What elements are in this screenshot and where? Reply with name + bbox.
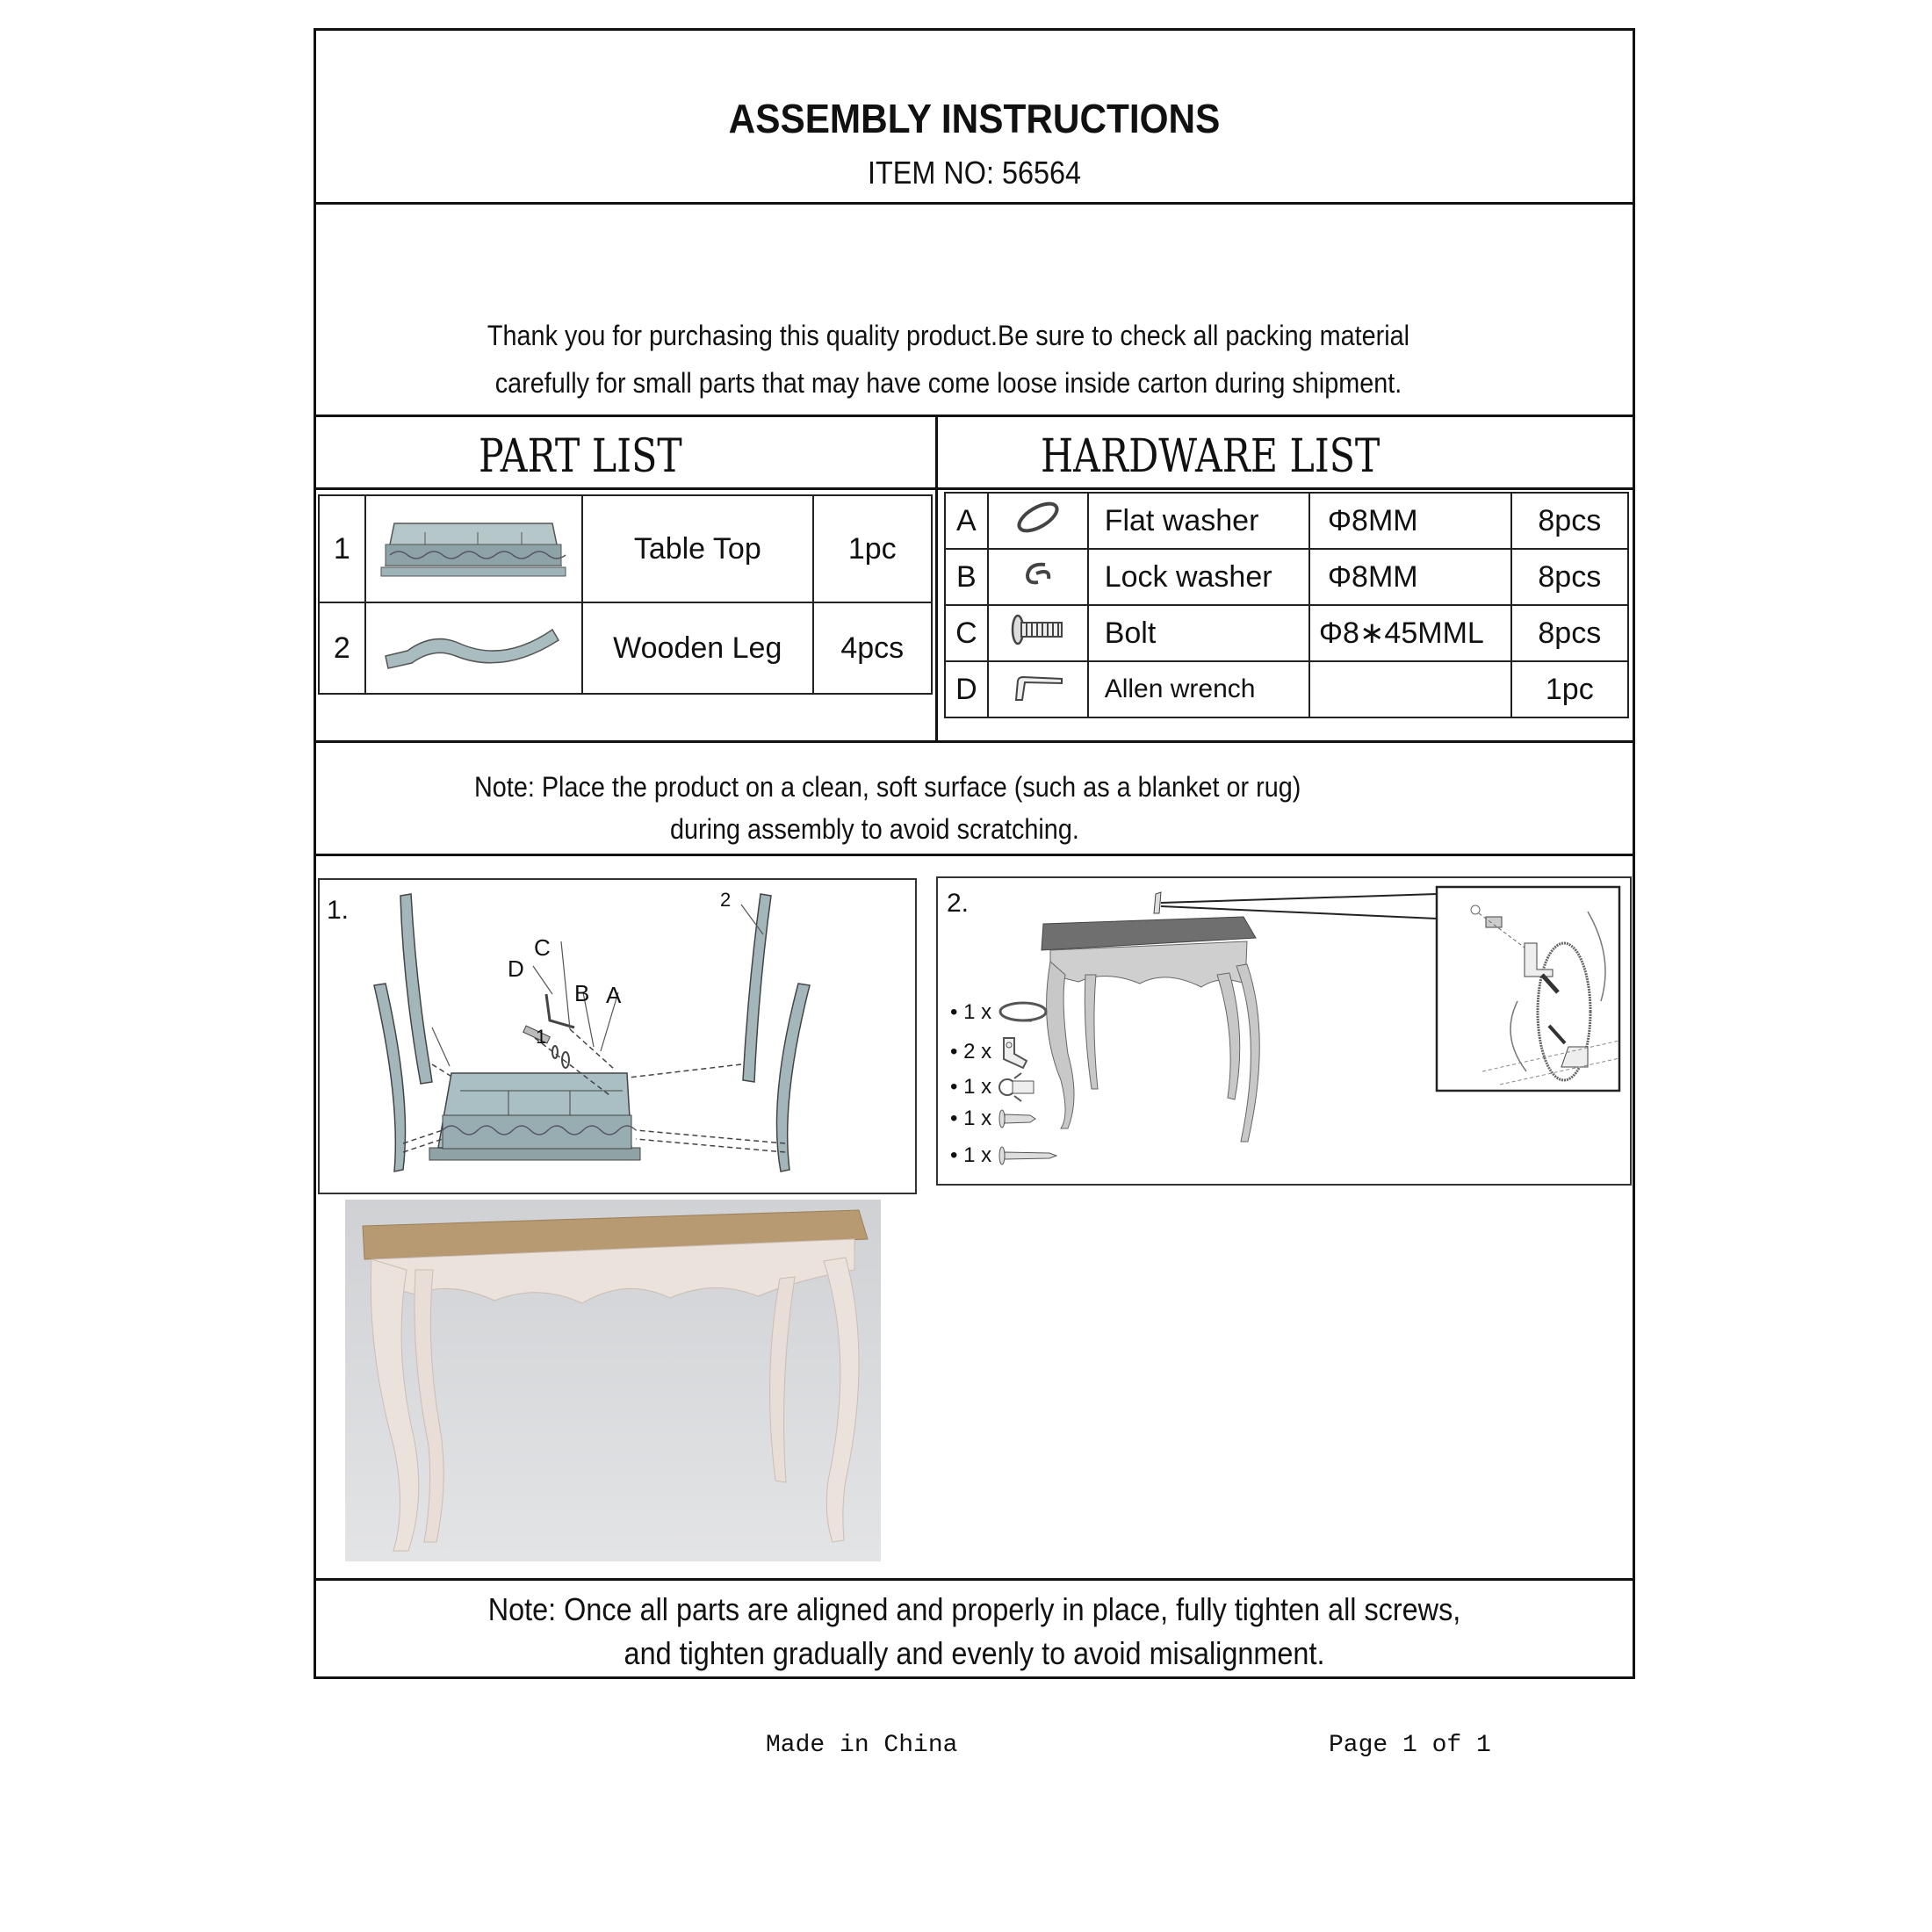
hardware-qty: 8pcs [1511,493,1628,549]
divider [314,740,1635,743]
cable-strap-icon [997,998,1049,1027]
table-top-surface [429,1148,640,1160]
hardware-letter: C [945,605,988,661]
wooden-leg-icon [372,614,574,675]
step-1-diagram [320,880,919,1196]
note-bottom-line-2: and tighten gradually and evenly to avoid misalignment. [624,1635,1325,1671]
table-row [945,661,1628,717]
step-2-number: 2. [947,889,970,918]
kit-item [950,998,1049,1027]
divider [314,487,1635,490]
part-name: Wooden Leg [582,602,812,694]
column-divider [935,417,938,740]
intro-line-1: Thank you for purchasing this quality product.Be sure to check all packing material [487,320,1410,351]
part-number: 2 [319,602,365,694]
kit-item [950,1143,1058,1168]
wall-anchor [1486,917,1502,927]
divider [314,202,1635,205]
hardware-icon-cell [988,493,1088,549]
kit-qty: • 2 x [950,1040,992,1063]
short-screw-icon [997,1107,1037,1130]
divider [314,854,1635,856]
callout-c: C [534,934,551,961]
leg-back-left [400,894,432,1084]
kit-qty: • 1 x [950,1000,992,1024]
hardware-name: Bolt [1088,605,1309,661]
product-photo [345,1200,881,1561]
note-top-line-2: during assembly to avoid scratching. [670,813,1079,845]
note-top-line-1: Note: Place the product on a clean, soft surface (such as a blanket or rug) [474,771,1301,803]
leg-front-left [374,984,406,1171]
hardware-qty: 8pcs [1511,549,1628,605]
table-top-icon [372,506,574,585]
lock-washer-icon [1012,556,1064,591]
item-number: ITEM NO: 56564 [867,155,1082,191]
step-1-panel [318,878,917,1194]
hardware-icon-cell [988,661,1088,717]
hardware-list-heading: HARDWARE LIST [1041,430,1381,483]
callout-b: B [574,980,590,1006]
hardware-spec: Φ8MM [1309,493,1511,549]
made-in-label: Made in China [766,1732,958,1759]
hardware-letter: B [945,549,988,605]
allen-wrench-d [546,994,574,1027]
hardware-icon-cell [988,605,1088,661]
table-row [319,602,932,694]
divider [314,415,1635,417]
hardware-name: Allen wrench [1088,661,1309,717]
part-list-table [318,494,933,695]
step-2-panel [936,876,1632,1186]
hardware-name: Flat washer [1088,493,1309,549]
photo-leg [415,1270,443,1542]
callout-part-1: 1 [536,1026,547,1048]
hardware-letter: D [945,661,988,717]
page-number: Page 1 of 1 [1329,1732,1491,1759]
angle-bracket-icon [997,1034,1032,1070]
photo-leg [824,1258,859,1542]
table-row [945,493,1628,549]
wall-bracket [1154,892,1161,913]
hardware-letter: A [945,493,988,549]
note-bottom-line-1: Note: Once all parts are aligned and properly in place, fully tighten all screws, [487,1591,1461,1627]
kit-item [950,1071,1041,1103]
table-row [945,549,1628,605]
long-screw-icon [997,1144,1058,1167]
bolt-icon [1007,610,1069,649]
divider [314,1578,1635,1581]
detail-inset [1437,887,1619,1091]
photo-leg [770,1277,795,1482]
hardware-spec: Φ8MM [1309,549,1511,605]
part-qty: 4pcs [813,602,932,694]
kit-qty: • 1 x [950,1075,992,1099]
callout-part-2: 2 [720,889,732,911]
console-leg [1217,973,1240,1099]
hardware-icon-cell [988,549,1088,605]
flat-washer-icon [1012,500,1064,535]
kit-qty: • 1 x [950,1107,992,1130]
console-table-photo [345,1200,881,1561]
table-row [319,495,932,602]
callout-a: A [606,982,622,1008]
document-title: ASSEMBLY INSTRUCTIONS [728,96,1221,141]
part-image-cell [365,495,582,602]
callout-d: D [508,955,524,982]
kit-item [950,1034,1032,1070]
part-name: Table Top [582,495,812,602]
hardware-name: Lock washer [1088,549,1309,605]
part-list-heading: PART LIST [479,430,682,483]
lock-washer-b [552,1046,558,1058]
hardware-spec: Φ8∗45MML [1309,605,1511,661]
allen-wrench-icon [1007,668,1069,703]
part-image-cell [365,602,582,694]
kit-qty: • 1 x [950,1143,992,1167]
hardware-qty: 1pc [1511,661,1628,717]
hardware-qty: 8pcs [1511,605,1628,661]
part-number: 1 [319,495,365,602]
wall-anchor-icon [997,1071,1041,1103]
step-1-number: 1. [327,896,350,925]
intro-line-2: carefully for small parts that may have come loose inside carton during shipment. [494,367,1402,399]
hardware-list-table [944,492,1629,718]
leg-back-right [743,894,771,1082]
table-row [945,605,1628,661]
step-2-diagram [938,878,1633,1187]
console-leg [1085,975,1098,1089]
part-qty: 1pc [813,495,932,602]
kit-item [950,1107,1037,1131]
console-leg [1047,962,1074,1128]
photo-leg [371,1259,418,1551]
hardware-spec [1309,661,1511,717]
